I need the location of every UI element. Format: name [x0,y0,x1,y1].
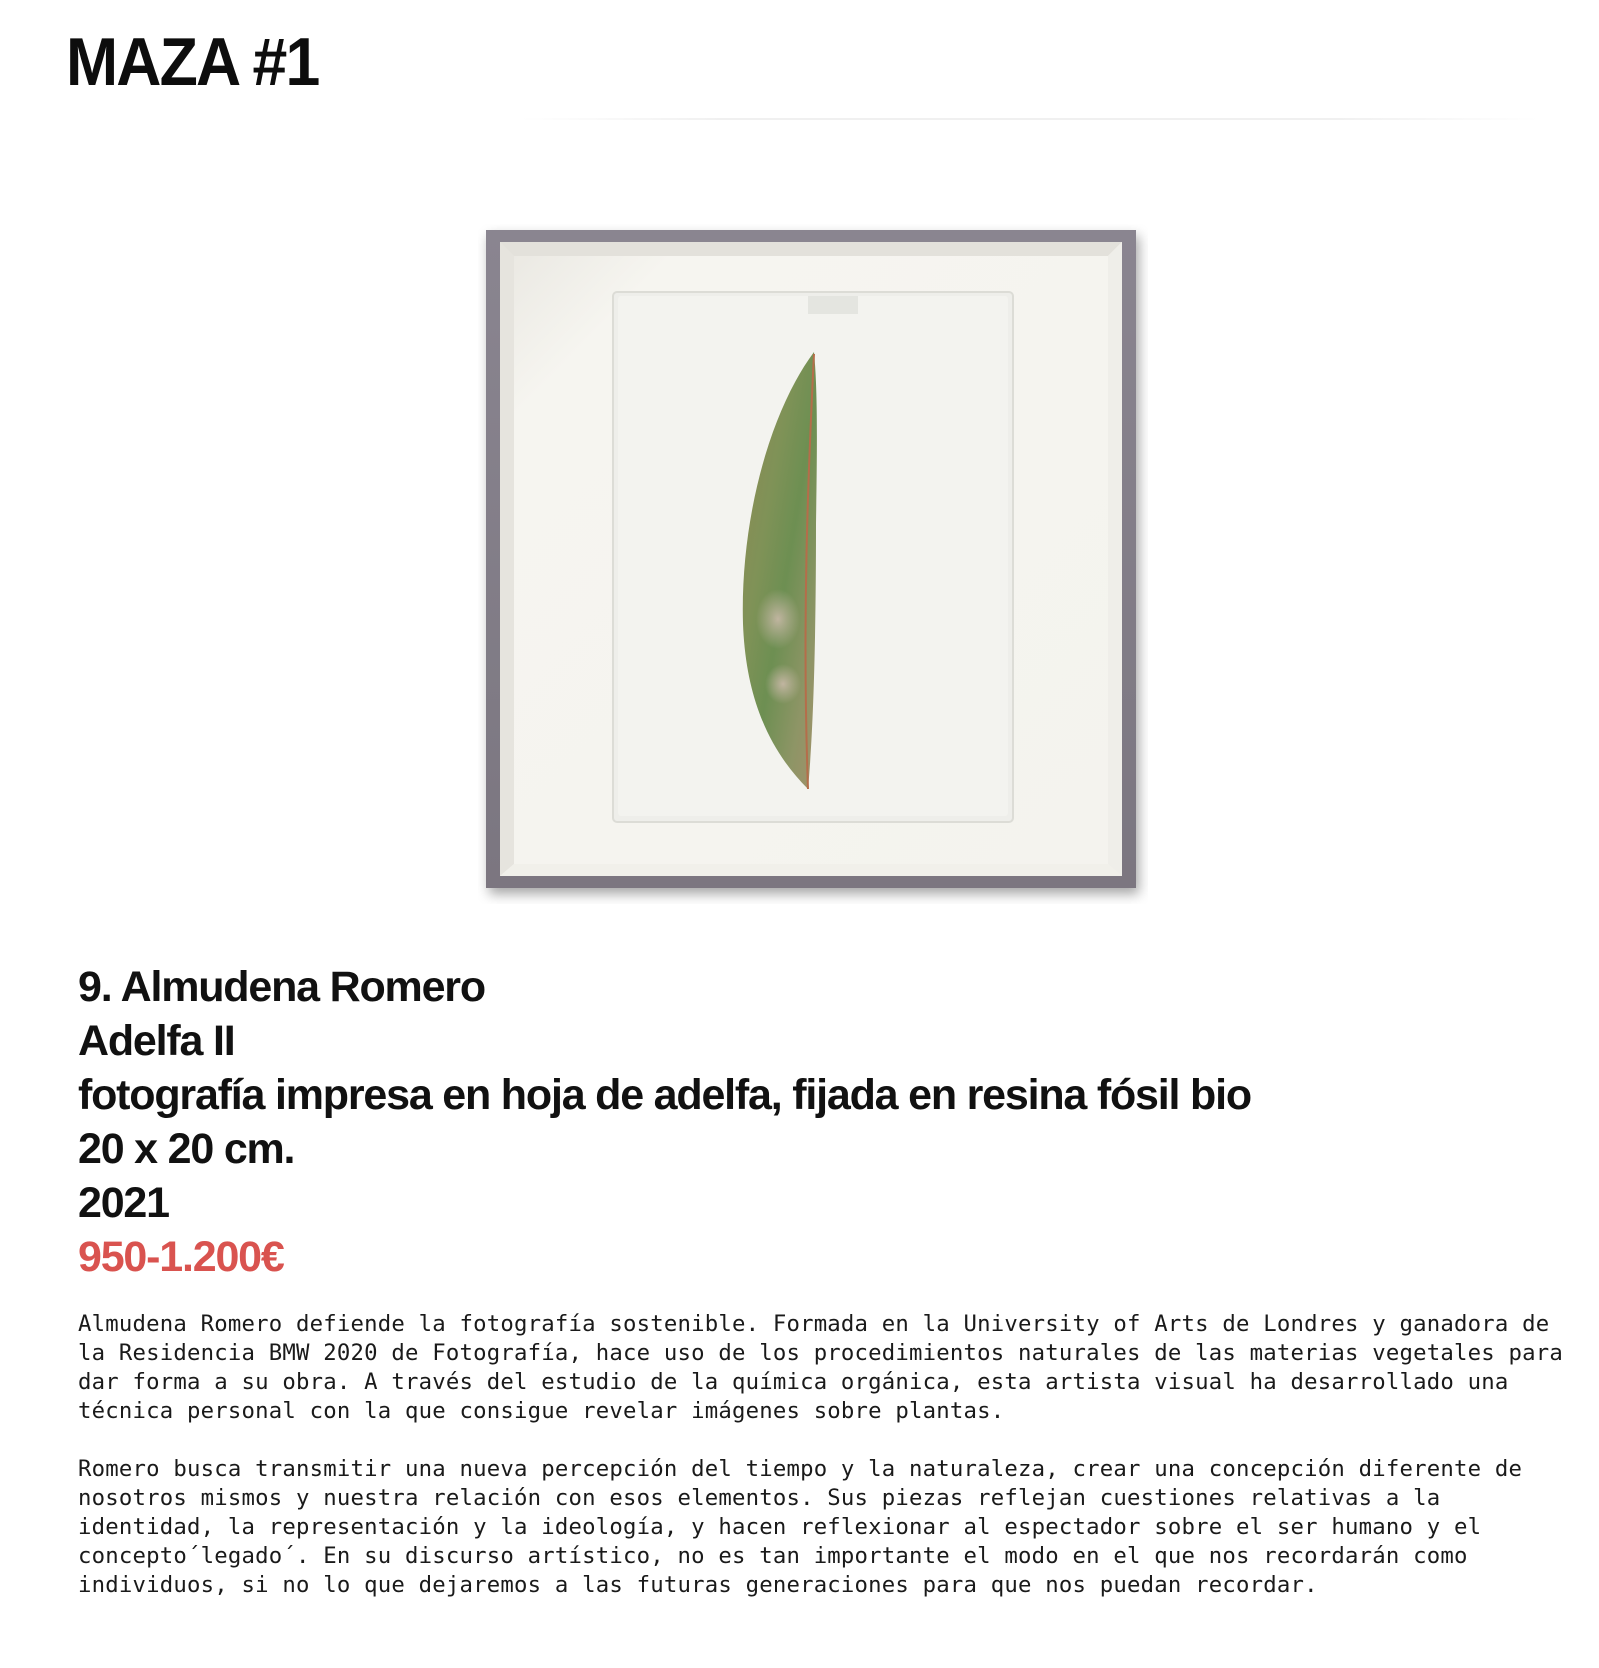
artwork-dimensions: 20 x 20 cm. [78,1125,295,1173]
artwork-details [78,960,1558,1284]
site-title: MAZA #1 [66,24,319,100]
bio-paragraph: Romero busca transmitir una nueva percepción del tiempo y la naturaleza, crear una concepción diferente de nosotros mismos y nuestra relación con esos elementos. Sus piezas reflejan cuestiones relativas a la identidad, la representación y la ideología, y hacen reflexionar al espectador sobre el ser humano y el concepto´legado´. En su discurso artístico, no es tan importante el modo en el que nos recordarán como individuos, si no lo que dejaremos a las futuras generaciones para que nos puedan recordar. [78,1456,1523,1598]
artwork-title: Adelfa II [78,1017,235,1065]
artist-name: 9. Almudena Romero [78,963,485,1011]
artwork-medium: fotografía impresa en hoja de adelfa, fijada en resina fósil bio [78,1071,1251,1119]
divider [520,118,1540,120]
artwork-image [478,224,1148,904]
artist-bio [78,1310,1568,1629]
artwork-year: 2021 [78,1179,169,1227]
bio-paragraph: Almudena Romero defiende la fotografía sostenible. Formada en la University of Arts de Londres y ganadora de la Residencia BMW 2020 de Fotografía, hace uso de los procedimientos naturales de las materias vegetales para dar forma a su obra. A través del estudio de la química orgánica, esta artista visual ha desarrollado una técnica personal con la que consigue revelar imágenes sobre plantas. [78,1311,1564,1424]
artwork-price: 950-1.200€ [78,1233,284,1281]
